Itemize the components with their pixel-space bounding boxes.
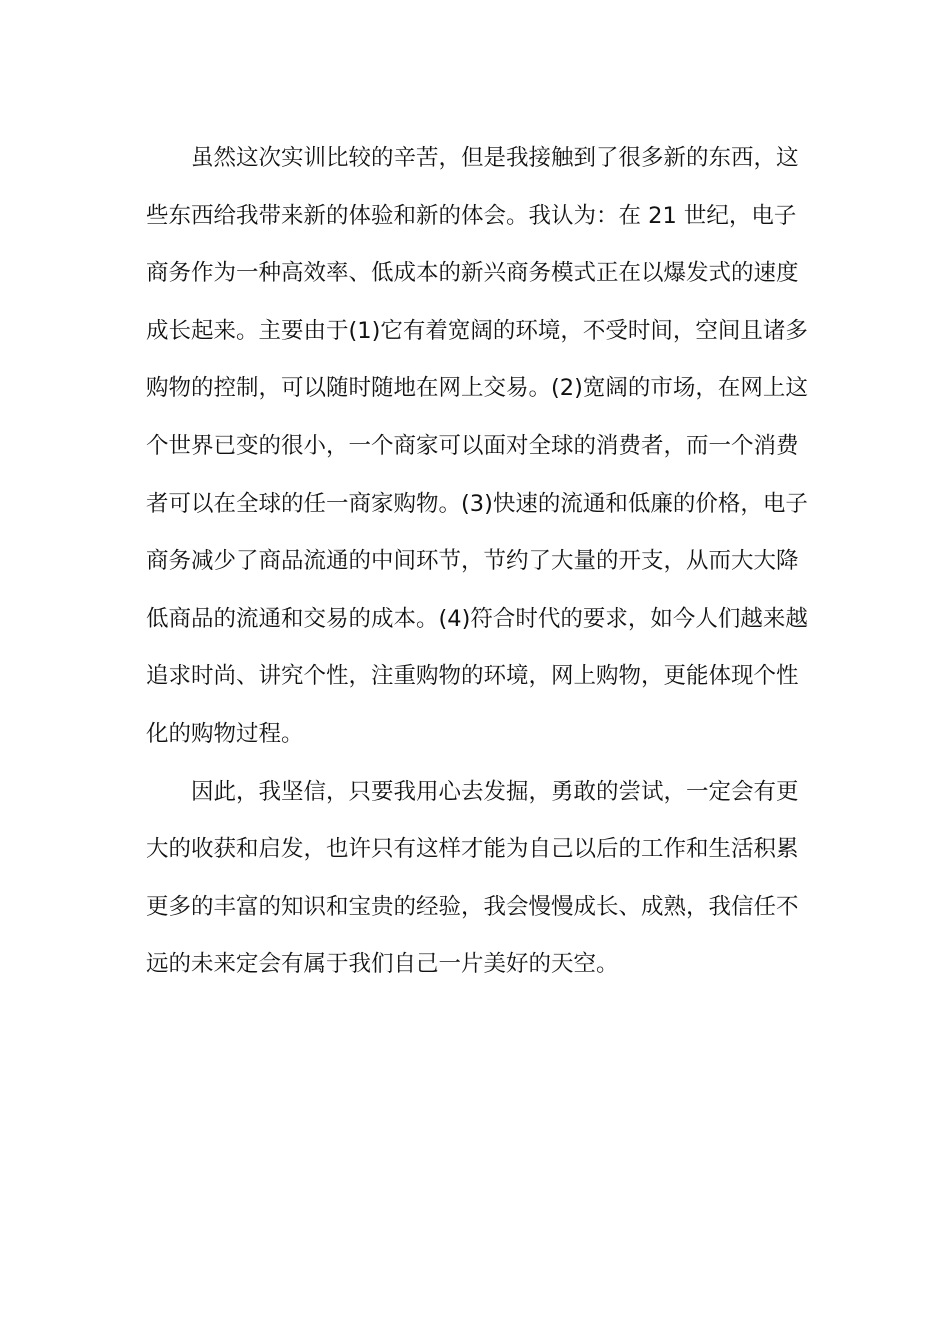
paragraph-line: 商务减少了商品流通的中间环节，节约了大量的开支，从而大大降 [146, 548, 799, 575]
paragraph-line: 虽然这次实训比较的辛苦，但是我接触到了很多新的东西，这 [191, 145, 799, 171]
paragraph-line: 成长起来。主要由于(1)它有着宽阔的环境，不受时间，空间且诸多 [146, 317, 808, 344]
paragraph-line: 者可以在全球的任一商家购物。(3)快速的流通和低廉的价格，电子 [146, 490, 808, 517]
paragraph-line: 低商品的流通和交易的成本。(4)符合时代的要求，如今人们越来越 [146, 605, 808, 632]
paragraph-line: 远的未来定会有属于我们自己一片美好的天空。 [146, 951, 619, 978]
paragraph-line: 大的收获和启发，也许只有这样才能为自己以后的工作和生活积累 [146, 836, 799, 863]
paragraph-line: 化的购物过程。 [146, 720, 304, 747]
paragraph-line: 追求时尚、讲究个性，注重购物的环境，网上购物，更能体现个性 [146, 663, 799, 690]
paragraph-line: 更多的丰富的知识和宝贵的经验，我会慢慢成长、成熟，我信任不 [146, 893, 799, 920]
paragraph-line: 些东西给我带来新的体验和新的体会。我认为：在 21 世纪，电子 [146, 202, 797, 229]
body-text [146, 130, 806, 994]
paragraph-line: 个世界已变的很小，一个商家可以面对全球的消费者，而一个消费 [146, 432, 799, 459]
paragraph-line: 购物的控制，可以随时随地在网上交易。(2)宽阔的市场，在网上这 [146, 375, 808, 402]
paragraph-line: 因此，我坚信，只要我用心去发掘，勇敢的尝试，一定会有更 [191, 778, 799, 805]
paragraph-line: 商务作为一种高效率、低成本的新兴商务模式正在以爆发式的速度 [146, 260, 799, 287]
paragraph-2 [146, 764, 806, 994]
paragraph-1 [146, 130, 806, 764]
